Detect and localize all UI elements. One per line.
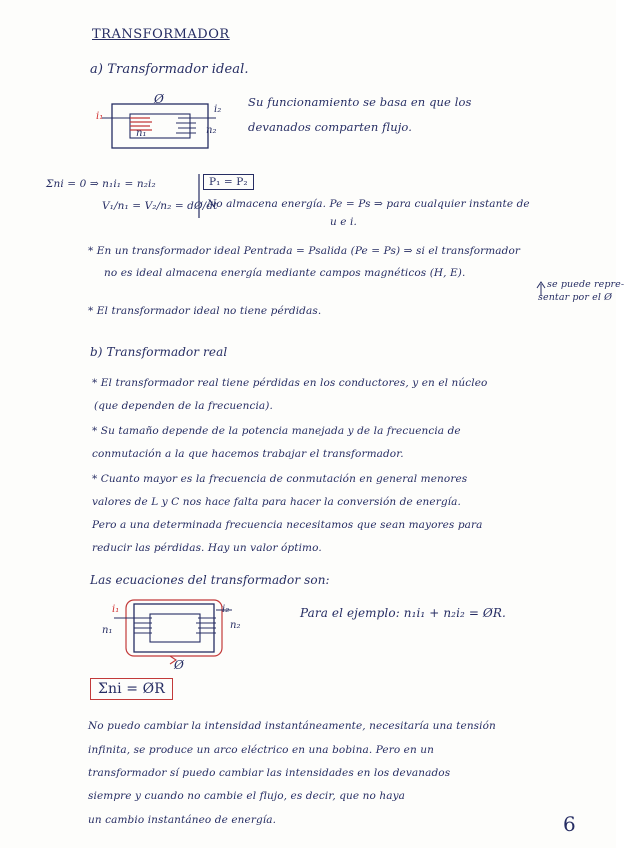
power-equality-box: P₁ = P₂ bbox=[203, 174, 254, 190]
closing-line3: transformador sí puedo cambiar las intensidades en los devanados bbox=[88, 767, 451, 779]
arrow-note-line1: se puede repre- bbox=[547, 279, 624, 290]
bullet-b2-line1: * Su tamaño depende de la potencia manejada y de la frecuencia de bbox=[92, 425, 461, 437]
bullet-a2-line1: * El transformador ideal no tiene pérdidas. bbox=[88, 305, 322, 317]
bullet-b3-line4: reducir las pérdidas. Hay un valor óptimo. bbox=[92, 542, 322, 554]
example-equation: Para el ejemplo: n₁i₁ + n₂i₂ = ØR. bbox=[300, 606, 506, 620]
page-number: 6 bbox=[563, 812, 576, 836]
diagram2-i2-label: i₂ bbox=[222, 604, 230, 615]
closing-line1: No puedo cambiar la intensidad instantáneamente, necesitaría una tensión bbox=[88, 720, 496, 732]
bullet-b1-line1: * El transformador real tiene pérdidas en los conductores, y en el núcleo bbox=[92, 377, 488, 389]
diagram1-n1-label: n₁ bbox=[136, 128, 147, 139]
diagram1-n2-label: n₂ bbox=[206, 125, 217, 136]
no-storage-note-line2: u e i. bbox=[330, 216, 357, 228]
bullet-b3-line2: valores de L y C nos hace falta para hacer la conversión de energía. bbox=[92, 496, 461, 508]
diagram2-i1-label: i₁ bbox=[112, 604, 120, 615]
bullet-b3-line3: Pero a una determinada frecuencia necesitamos que sean mayores para bbox=[92, 519, 483, 531]
voltage-ratio-equation: V₁/n₁ = V₂/n₂ = dØ/dt bbox=[102, 200, 218, 212]
section-a-heading: a) Transformador ideal. bbox=[90, 62, 249, 77]
bullet-b3-line1: * Cuanto mayor es la frecuencia de conmutación en general menores bbox=[92, 473, 468, 485]
closing-line5: un cambio instantáneo de energía. bbox=[88, 814, 277, 826]
closing-line4: siempre y cuando no cambie el flujo, es decir, que no haya bbox=[88, 790, 405, 802]
diagram2-n2-label: n₂ bbox=[230, 620, 241, 631]
section-b-heading: b) Transformador real bbox=[90, 345, 228, 359]
real-transformer-diagram bbox=[100, 596, 240, 668]
bullet-a1-line2: no es ideal almacena energía mediante campos magnéticos (H, E). bbox=[104, 267, 466, 279]
closing-line2: infinita, se produce un arco eléctrico en una bobina. Pero en un bbox=[88, 744, 435, 756]
diagram1-i2-label: i₂ bbox=[214, 104, 222, 115]
magnetic-circuit-equation-box: Σni = ØR bbox=[90, 678, 173, 700]
section-a-description-line2: devanados comparten flujo. bbox=[248, 120, 412, 134]
diagram1-i1-label: i₁ bbox=[96, 111, 104, 122]
ampere-turns-equation: Σni = 0 ⇒ n₁i₁ = n₂i₂ bbox=[46, 178, 156, 190]
diagram1-phi-label: Ø bbox=[154, 92, 164, 106]
diagram2-n1-label: n₁ bbox=[102, 625, 113, 636]
bullet-b1-line2: (que dependen de la frecuencia). bbox=[94, 400, 273, 412]
bullet-a1-line1: * En un transformador ideal Pentrada = Psalida (Pe = Ps) ⇒ si el transformador bbox=[88, 245, 521, 257]
equations-intro: Las ecuaciones del transformador son: bbox=[90, 573, 330, 587]
diagram2-phi-label: Ø bbox=[174, 658, 184, 672]
arrow-note-line2: sentar por el Ø bbox=[538, 292, 612, 303]
bullet-b2-line2: conmutación a la que hacemos trabajar el transformador. bbox=[92, 448, 404, 460]
no-storage-note-line1: No almacena energía. Pe = Ps ⇒ para cualquier instante de bbox=[207, 198, 530, 210]
page-title: TRANSFORMADOR bbox=[92, 27, 230, 42]
section-a-description-line1: Su funcionamiento se basa en que los bbox=[248, 95, 472, 109]
